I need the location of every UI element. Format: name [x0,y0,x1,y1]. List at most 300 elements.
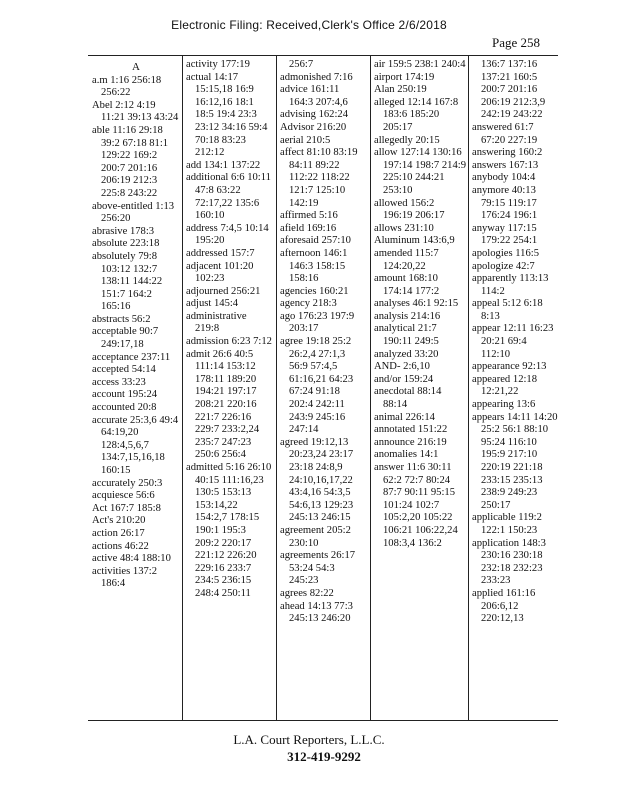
index-term: air [374,59,386,70]
index-refs: 56:6 [135,490,155,502]
index-term: alleged [374,96,405,108]
index-term: acceptance [92,351,139,363]
index-term: agreed [280,436,309,448]
index-term: appearing [472,399,514,411]
index-refs: 14:11 14:20 25:2 56:1 88:10 95:24 116:10 195:9 217:10 220:19 221:18 233:15 235:13 238:9 249:23 250:17 [481,411,558,511]
index-entry [374,235,466,248]
index-term: accurately [92,477,136,489]
index-entry [472,512,558,537]
index-refs: 14:13 77:3 245:13 246:20 [289,600,353,625]
index-column-1 [92,59,180,717]
index-term: allow [374,147,398,159]
index-refs: 210:20 [115,515,146,527]
index-refs: 168:10 174:14 177:2 [383,273,440,297]
index-entry [186,286,272,299]
index-refs: 26:6 40:5 111:14 153:12 178:11 189:20 194:21 197:17 208:21 220:16 221:7 226:16 229:7 233:2,24 235:7 247:23 250:6 256:4 [195,348,260,461]
index-term: applied [472,587,504,599]
index-refs: 195:24 [127,389,158,401]
index-refs: 160:2 [518,147,543,159]
index-entry [374,97,466,135]
index-refs: 26:17 53:24 54:3 245:23 [289,550,356,587]
index-term: actions [92,540,123,552]
index-refs: 7:4,5 10:14 195:20 [195,222,269,247]
index-term: Abel [92,99,113,111]
index-refs: 177:19 [220,59,250,70]
index-refs: 127:14 130:16 197:14 198:7 214:9 225:10 244:21 253:10 [383,147,466,196]
index-term: Act [92,502,108,514]
index-term: allows [374,222,402,234]
footer-company: L.A. Court Reporters, L.L.C. [233,732,385,747]
index-term: agencies [280,285,317,297]
index-entry [280,437,366,525]
index-column-5 [472,59,558,717]
index-term: absolute [92,238,128,250]
index-entry [472,261,558,274]
index-refs: 21:7 190:11 249:5 [383,323,439,348]
index-refs: 1:16 256:18 256:22 [101,74,162,99]
index-entry [374,223,466,236]
index-term: anomalies [374,449,417,461]
index-term: agreement [280,524,325,536]
index-refs: 81:10 83:19 84:11 89:22 112:22 118:22 121:7 125:10 142:19 [289,147,358,209]
index-refs: 101:20 102:23 [195,260,254,285]
index-term: animal [374,411,403,423]
index-refs: 82:22 [309,587,334,599]
index-refs: 46:22 [124,540,149,552]
index-entry [186,72,272,160]
index-entry [374,462,466,550]
index-refs: 42:7 [515,260,535,272]
index-entry [472,223,558,248]
index-term: analyses [374,298,410,310]
index-term: adjust [186,298,212,310]
index-term: anymore [472,184,510,196]
index-entry [472,298,558,323]
index-refs: 256:21 [231,285,261,297]
index-column-2 [186,59,272,717]
index-refs: 2:12 4:19 11:21 39:13 43:24 [101,99,179,124]
index-entry [280,601,366,626]
index-term: answer [374,462,405,473]
index-term: AND- [374,361,401,373]
index-term: admonished [280,71,332,83]
index-refs: 256:7 [289,59,314,70]
index-refs: 167:13 [508,159,539,171]
column-divider [276,56,277,720]
filing-stamp: Electronic Filing: Received,Clerk's Office 2/6/2018 [171,18,447,32]
index-term: acceptable [92,326,137,338]
index-term: and/or [374,373,402,385]
index-entry [186,160,272,173]
index-term: apologize [472,260,514,272]
index-entry [280,298,366,311]
index-refs: 46:1 92:15 [412,298,459,310]
index-entry [186,248,272,261]
index-refs: 5:16 [318,210,338,222]
index-entry [92,352,180,365]
index-refs: 11:6 30:11 62:2 72:7 80:24 87:7 90:11 95:15 101:24 102:7 105:2,20 105:22 106:21 106:22,24 108:3,4 136:2 [383,462,458,549]
index-term: apparently [472,273,517,285]
index-entry [374,323,466,348]
index-refs: 117:15 179:22 254:1 [481,222,538,247]
index-term: actual [186,71,212,83]
index-refs: 176:23 197:9 203:17 [289,310,355,335]
index-refs: 137:2 186:4 [101,565,158,590]
index-refs: 237:11 [141,351,171,363]
index-entry [92,226,180,239]
index-entry [280,336,366,437]
index-term: abrasive [92,225,128,237]
index-term: action [92,527,118,539]
index-entry [280,147,366,210]
index-term: aforesaid [280,235,319,247]
column-divider [370,56,371,720]
index-entry [374,59,466,72]
index-entry [374,84,466,97]
index-entry [374,412,466,425]
index-term: announce [374,436,415,448]
index-entry [280,122,366,135]
index-refs: 174:19 [404,71,435,83]
index-entry [374,147,466,197]
index-refs: 231:10 [404,222,434,234]
index-refs: 250:3 [138,477,163,489]
index-refs: 5:16 26:10 40:15 111:16,23 130:5 153:13 153:14,22 154:2,7 178:15 190:1 195:3 209:2 220:17 221:12 226:20 229:16 233:7 234:5 236:15 248:4 250:11 [195,462,272,599]
index-entry [186,349,272,462]
index-refs: 26:17 [120,527,145,539]
index-term: anyway [472,222,505,234]
index-term: acquiesce [92,490,134,502]
index-term: active [92,553,118,565]
index-term: Advisor [280,121,315,133]
index-refs: 12:14 167:8 183:6 185:20 205:17 [383,96,459,133]
index-refs: 159:24 [403,373,434,385]
index-term: additional [186,172,229,184]
index-entry [92,326,180,351]
index-refs: 218:3 [312,298,337,310]
index-entry [472,412,558,513]
index-entry [374,198,466,223]
index-term: answering [472,147,516,159]
index-entry [92,490,180,503]
index-entry [186,311,272,336]
index-refs: 210:5 [306,134,331,146]
index-term: activities [92,565,131,577]
index-refs: 162:24 [318,109,348,121]
index-refs: 205:2 230:10 [289,524,351,549]
index-refs: 19:18 25:2 26:2,4 27:1,3 56:9 57:4,5 61:16,21 64:23 67:24 91:18 202:4 242:11 243:9 245:16 247:14 [289,336,354,436]
index-term: advice [280,84,308,96]
index-term: aerial [280,134,304,146]
index-refs: 20:15 [415,134,440,146]
index-refs: 167:7 185:8 [109,502,161,514]
index-entry [374,349,466,362]
index-refs: 48:4 188:10 [119,553,171,565]
index-term: Aluminum [374,235,420,247]
index-entry [186,462,272,601]
index-entry [280,59,366,72]
index-refs: 40:13 79:15 119:17 176:24 196:1 [481,184,538,222]
index-term: activity [186,59,218,70]
index-refs: 250:19 [397,84,427,96]
column-divider [182,56,183,720]
index-refs: 216:19 [417,436,447,448]
index-term: allowed [374,197,408,209]
index-refs: 61:7 67:20 227:19 [481,121,538,146]
index-entry [472,147,558,160]
index-term: apologies [472,247,513,259]
index-refs: 20:8 [137,402,157,414]
index-refs: 19:12,13 20:23,24 23:17 23:18 24:8,9 24:10,16,17,22 43:4,16 54:3,5 54:6,13 129:23 245:13 246:15 [289,436,354,524]
index-term: ahead [280,600,305,612]
index-term: ago [280,310,296,322]
index-term: account [92,389,125,401]
index-refs: 5:12 6:18 8:13 [481,298,543,322]
index-term: able [92,124,110,136]
index-term: admission [186,336,229,348]
index-entry [472,59,558,122]
index-entry [374,273,466,298]
index-term: anecdotal [374,386,415,398]
index-refs: 226:14 [405,411,435,423]
index-refs: 6:6 10:11 47:8 63:22 72:17,22 135:6 160:10 [195,172,271,222]
index-term: affirmed [280,210,317,222]
index-entry [186,336,272,349]
index-term: address [186,222,218,234]
index-entry [472,588,558,626]
index-term: amount [374,273,406,285]
index-entry [472,399,558,412]
index-entry [92,100,180,125]
index-refs: 6:23 7:12 [231,336,272,348]
index-entry [92,125,180,201]
index-entry [92,377,180,390]
index-term: anybody [472,172,509,184]
index-refs: 134:1 137:22 [203,159,261,171]
index-entry [472,323,558,361]
section-letter: A [132,61,140,73]
index-refs: 161:11 164:3 207:4,6 [289,84,348,108]
index-refs: 88:14 88:14 [383,386,442,411]
index-entry [374,311,466,324]
index-refs: 169:16 [306,222,337,234]
index-term: afield [280,222,305,234]
index-entry [92,251,180,314]
index-entry [280,210,366,223]
index-refs: 90:7 249:17,18 [101,326,159,351]
index-term: applicable [472,512,516,524]
index-refs: 13:6 [516,399,536,411]
index-entry [92,528,180,541]
page-number: Page 258 [491,35,540,50]
index-term: answered [472,121,513,133]
index-entry [472,248,558,261]
index-refs: 257:10 [321,235,351,247]
index-entry [92,238,180,251]
index-term: above-entitled [92,200,153,212]
index-term: addressed [186,247,228,259]
index-entry [92,541,180,554]
index-term: accounted [92,402,135,414]
index-term: advising [280,109,316,121]
index-entry [374,437,466,450]
index-term: admit [186,348,211,360]
index-entry [374,424,466,437]
index-refs: 56:2 [131,313,151,325]
index-refs: 1:13 256:20 [101,200,175,225]
index-refs: 145:4 [213,298,239,310]
index-entry [280,588,366,601]
index-entry [92,478,180,491]
index-entry [92,364,180,377]
index-term: admitted [186,462,224,473]
index-entry [280,286,366,299]
index-refs: 146:1 146:3 158:15 158:16 [289,247,348,285]
index-entry [186,172,272,222]
index-entry [280,109,366,122]
index-entry [186,298,272,311]
index-term: appearance [472,361,520,373]
index-refs: 156:2 196:19 206:17 [383,197,445,222]
index-refs: 12:11 16:23 20:21 69:4 112:10 [481,323,554,360]
index-entry [280,84,366,109]
index-frame [88,55,558,721]
index-entry [374,374,466,387]
index-entry [92,553,180,566]
index-term: Alan [374,84,395,96]
index-term: administrative [186,310,247,322]
index-term: afternoon [280,247,321,259]
index-term: agreements [280,550,329,562]
index-entry [472,361,558,374]
index-term: adjacent [186,260,222,272]
index-term: analyzed [374,348,412,360]
index-term: agency [280,298,310,310]
index-entry [186,223,272,248]
index-entry [92,314,180,327]
footer-phone: 312-419-9292 [287,749,361,764]
index-refs: 216:20 [316,121,347,133]
index-entry [92,201,180,226]
index-refs: 116:5 [515,247,540,259]
index-term: analysis [374,310,409,322]
index-entry [280,223,366,236]
index-term: a.m [92,74,108,86]
index-entry [374,72,466,85]
index-refs: 25:3,6 49:4 64:19,20 128:4,5,6,7 134:7,15,16,18 160:15 [101,414,179,476]
index-term: access [92,376,120,388]
index-refs: 54:14 [131,364,156,376]
index-term: appeal [472,298,500,310]
index-refs: 151:22 [417,424,448,436]
index-term: allegedly [374,134,413,146]
index-entry [374,298,466,311]
index-entry [472,160,558,173]
index-refs: 214:16 [410,310,441,322]
index-refs: 161:16 206:6,12 220:12,13 [481,587,536,625]
index-refs: 33:20 [414,348,439,360]
index-refs: 143:6,9 [422,235,455,247]
index-entry [280,248,366,286]
index-entry [92,389,180,402]
index-refs: 104:4 [511,172,536,184]
index-term: accurate [92,414,128,426]
index-term: appear [472,323,501,335]
index-entry [374,386,466,411]
index-entry [280,311,366,336]
index-entry [472,122,558,147]
index-term: appeared [472,373,511,385]
index-entry [280,525,366,550]
index-refs: 33:23 [121,376,146,388]
index-entry [280,72,366,85]
index-refs: 219:8 [195,323,220,335]
index-refs: 115:7 124:20,22 [383,247,439,272]
index-term: answers [472,159,507,171]
index-entry [472,273,558,298]
index-column-4 [374,59,466,717]
index-refs: 178:3 [129,225,155,237]
index-term: agrees [280,587,308,599]
index-term: agree [280,336,303,348]
index-refs: 92:13 [522,361,547,373]
index-entry [374,248,466,273]
index-refs: 79:8 103:12 132:7 138:11 144:22 151:7 164:2 165:16 [101,250,163,313]
index-term: affect [280,147,304,159]
index-refs: 12:18 12:21,22 [481,373,538,398]
index-entry [92,515,180,528]
index-entry [92,402,180,415]
index-entry [186,59,272,72]
index-entry [92,566,180,591]
index-term: amended [374,247,413,259]
index-term: airport [374,71,403,83]
index-term: appears [472,411,505,423]
index-entry [374,135,466,148]
index-refs: 160:21 [319,285,349,297]
index-refs: 223:18 [129,238,160,250]
index-entry [280,550,366,588]
index-entry [280,235,366,248]
index-term: application [472,537,520,549]
index-refs: 148:3 230:16 230:18 232:18 232:23 233:23 [481,537,546,587]
index-entry [472,538,558,588]
index-refs: 159:5 238:1 240:4 [387,59,466,70]
index-entry [92,503,180,516]
index-refs: 14:1 [419,449,439,461]
index-refs: 119:2 122:1 150:23 [481,512,542,536]
index-entry [186,261,272,286]
index-refs: 7:16 [333,71,353,83]
index-refs: 136:7 137:16 137:21 160:5 200:7 201:16 206:19 212:3,9 242:19 243:22 [481,59,546,121]
index-entry [472,374,558,399]
index-entry [374,361,466,374]
index-refs: 113:13 114:2 [481,273,549,297]
column-divider [468,56,469,720]
index-refs: 14:17 15:15,18 16:9 16:12,16 18:1 18:5 19:4 23:3 23:12 34:16 59:4 70:18 83:23 212:12 [195,71,268,159]
index-entry [92,415,180,478]
index-entry [472,185,558,223]
index-term: add [186,159,202,171]
index-term: Act's [92,515,114,527]
index-entry [280,135,366,148]
index-term: absolutely [92,250,136,262]
index-refs: 2:6,10 [403,361,430,373]
index-term: adjourned [186,285,229,297]
index-term: analytical [374,323,416,335]
index-term: annotated [374,424,416,436]
index-term: accepted [92,364,130,376]
